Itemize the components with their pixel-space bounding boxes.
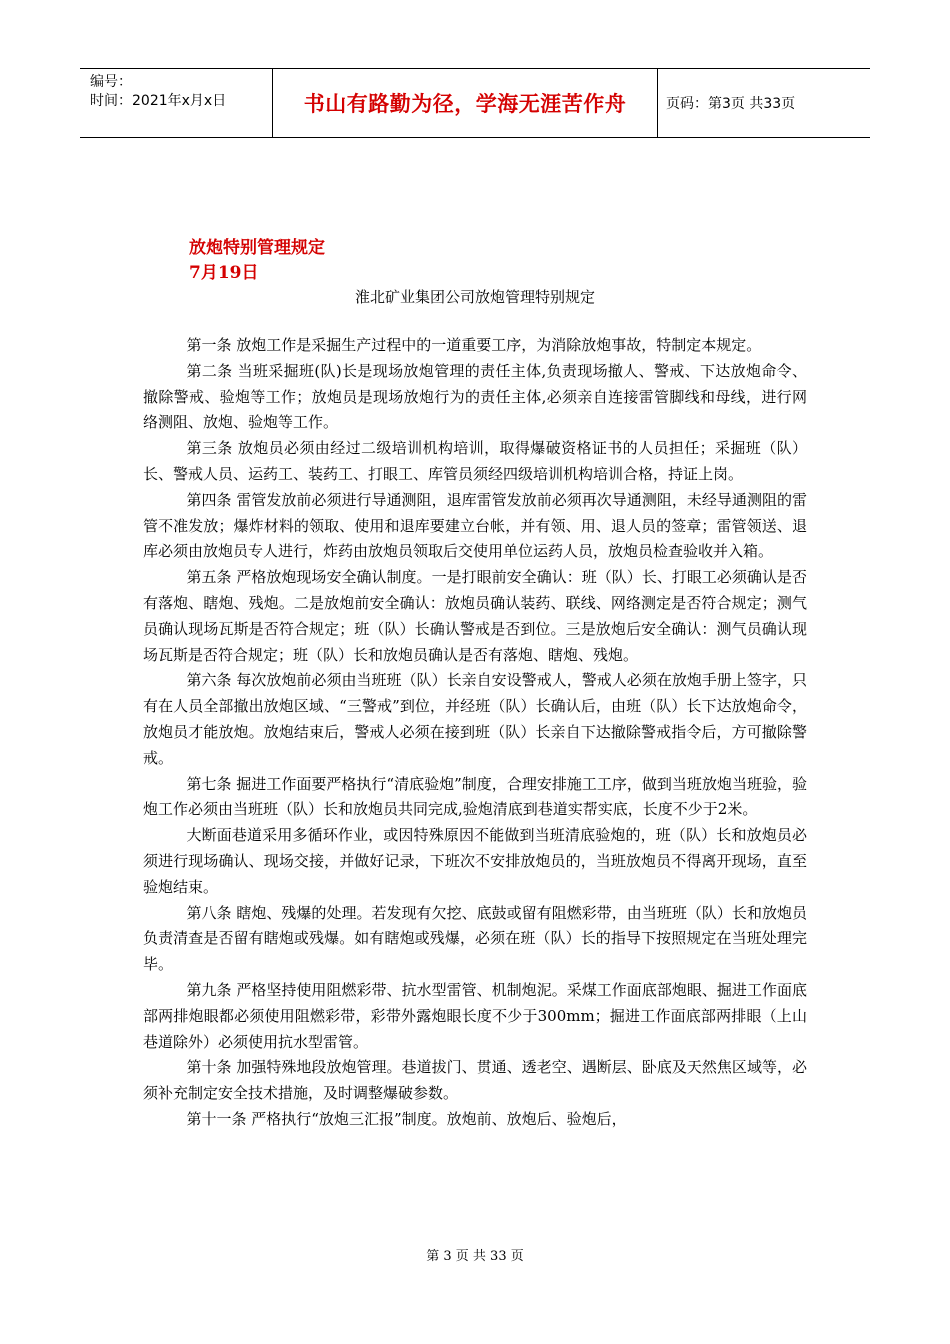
paragraph: 第十一条 严格执行“放炮三汇报”制度。放炮前、放炮后、验炮后， [186,1109,627,1128]
red-title: 放炮特别管理规定 [189,238,325,258]
header-motto: 书山有路勤为径，学海无涯苦作舟 [303,92,627,116]
paragraph: 第六条 每次放炮前必须由当班班（队）长亲自安设警戒人，警戒人必须在放炮手册上签字，只有在人员全部撤出放炮区域、“三警戒”到位，并经班（队）长确认后，由班（队）长下达放炮命令，放炮员才能放炮。放炮结束后，警戒人必须在接到班（队）长亲自下达撤除警戒指令后，方可撤除警戒。 [143,671,807,767]
header-page-info: 页码：第3页 共33页 [666,96,796,112]
paragraph: 第七条 掘进工作面要严格执行“清底验炮”制度，合理安排施工工序，做到当班放炮当班验，验炮工作必须由当班班（队）长和放炮员共同完成,验炮清底到巷道实帮实底，长度不少于2米。 [143,774,807,819]
page-footer: 第 3 页 共 33 页 [426,1249,524,1264]
paragraph: 第二条 当班采掘班(队)长是现场放炮管理的责任主体,负责现场撤人、警戒、下达放炮命令、撤除警戒、验炮等工作；放炮员是现场放炮行为的责任主体,必须亲自连接雷管脚线和母线，进行网络测阻、放炮、验炮等工作。 [143,361,807,432]
paragraph: 第四条 雷管发放前必须进行导通测阻，退库雷管发放前必须再次导通测阻，未经导通测阻的雷管不准发放；爆炸材料的领取、使用和退库要建立台帐，并有领、用、退人员的签章；雷管领送、退库必须由放炮员专人进行，炸药由放炮员领取后交使用单位运药人员，放炮员检查验收并入箱。 [143,490,807,561]
document-body [143,333,807,1133]
time-label: 时间：2021年x月x日 [90,93,227,109]
paragraph: 第五条 严格放炮现场安全确认制度。一是打眼前安全确认：班（队）长、打眼工必须确认是否有落炮、瞎炮、残炮。二是放炮前安全确认：放炮员确认装药、联线、网络测定是否符合规定；测气员确认现场瓦斯是否符合规定；班（队）长确认警戒是否到位。三是放炮后安全确认：测气员确认现场瓦斯是否符合规定；班（队）长和放炮员确认是否有落炮、瞎炮、残炮。 [143,568,807,664]
header-table [80,68,870,138]
paragraph: 第十条 加强特殊地段放炮管理。巷道拔门、贯通、透老空、遇断层、卧底及天然焦区域等，必须补充制定安全技术措施，及时调整爆破参数。 [143,1058,807,1103]
red-date: 7月19日 [189,263,259,283]
paragraph: 第一条 放炮工作是采掘生产过程中的一道重要工序，为消除放炮事故，特制定本规定。 [186,336,762,354]
document-title: 淮北矿业集团公司放炮管理特别规定 [354,288,595,306]
paragraph: 第八条 瞎炮、残爆的处理。若发现有欠挖、底鼓或留有阻燃彩带，由当班班（队）长和放炮员负责清查是否留有瞎炮或残爆。如有瞎炮或残爆，必须在班（队）长的指导下按照规定在当班处理完毕。 [143,903,807,974]
paragraph: 第三条 放炮员必须由经过二级培训机构培训，取得爆破资格证书的人员担任；采掘班（队）长、警戒人员、运药工、装药工、打眼工、库管员须经四级培训机构培训合格，持证上岗。 [143,439,807,483]
number-label: 编号： [90,74,132,90]
header-meta [80,69,272,137]
paragraph: 第九条 严格坚持使用阻燃彩带、抗水型雷管、机制炮泥。采煤工作面底部炮眼、掘进工作面底部两排炮眼都必须使用阻燃彩带，彩带外露炮眼长度不少于300mm；掘进工作面底部两排眼（上山巷道除外）必须使用抗水型雷管。 [143,980,807,1051]
paragraph: 大断面巷道采用多循环作业，或因特殊原因不能做到当班清底验炮的，班（队）长和放炮员必须进行现场确认、现场交接，并做好记录，下班次不安排放炮员的，当班放炮员不得离开现场，直至验炮结束。 [143,826,807,896]
